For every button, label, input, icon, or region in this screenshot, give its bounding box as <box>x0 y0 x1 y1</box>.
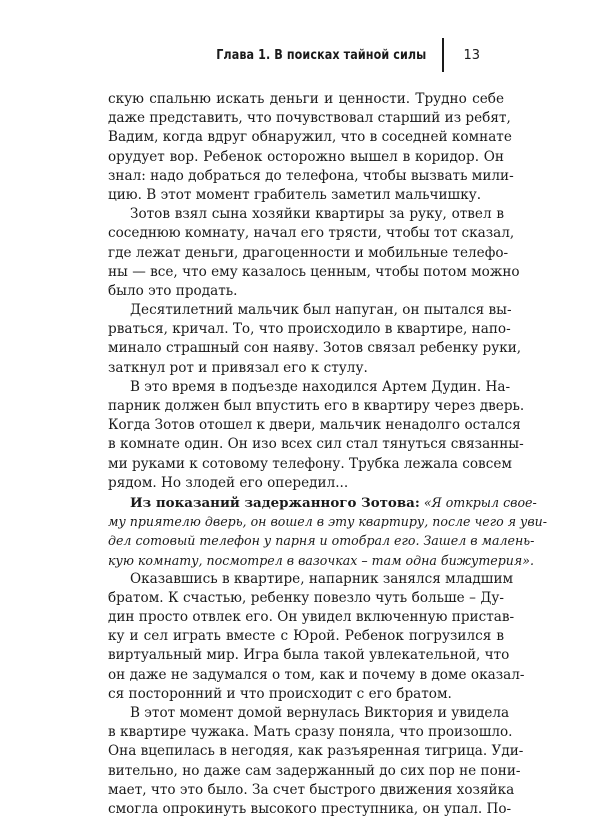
testimony-quote: «Я открыл свое- <box>423 494 537 510</box>
text-line: скую спальню искать деньги и ценности. Трудно себе <box>108 91 504 107</box>
text-line: В это время в подъезде находился Артем Дудин. На- <box>130 378 511 395</box>
page-number: 13 <box>463 48 480 63</box>
text-line: Десятилетний мальчик был напуган, он пытался вы- <box>130 302 512 319</box>
text-line: в квартире чужака. Мать сразу поняла, что произошло. <box>108 724 513 741</box>
testimony-block <box>108 493 548 570</box>
chapter-title: Глава 1. В поисках тайной силы <box>215 48 426 63</box>
text-line: минало страшный сон наяву. Зотов связал ребенку руки, <box>108 340 522 357</box>
text-line: в комнате один. Он изо всех сил стал тянуться связанны- <box>108 436 524 453</box>
text-line: где лежат деньги, драгоценности и мобильные телефо- <box>108 244 509 261</box>
text-line: дин просто отвлек его. Он увидел включенную пристав- <box>108 609 515 626</box>
text-line: цию. В этот момент грабитель заметил мальчишку. <box>108 186 482 203</box>
text-line: виртуальный мир. Игра была такой увлекательной, что <box>108 647 510 664</box>
text-line: Вадим, когда вдруг обнаружил, что в соседней комнате <box>108 129 512 146</box>
text-line: му приятелю дверь, он вошел в эту квартиру, после чего я уви- <box>108 514 548 530</box>
text-line: ся посторонний и что происходит с его братом. <box>108 685 452 702</box>
text-line: братом. К счастью, ребенку повезло чуть больше – Ду- <box>108 589 504 606</box>
text-line: Зотов взял сына хозяйки квартиры за руку, отвел в <box>130 206 504 223</box>
text-line: дел сотовый телефон у парня и отобрал его. Зашел в малень- <box>108 533 535 549</box>
text-line: ку и сел играть вместе с Юрой. Ребенок погрузился в <box>108 628 504 645</box>
text-line: В этот момент домой вернулась Виктория и увидела <box>130 705 510 721</box>
text-line: вительно, но даже сам задержанный до сих пор не пони- <box>108 762 521 779</box>
paragraph <box>108 205 520 301</box>
text-line: мает, что это было. За счет быстрого движения хозяйка <box>108 781 515 798</box>
paragraph <box>108 704 524 819</box>
paragraph <box>108 301 522 378</box>
body-text <box>108 90 548 819</box>
header-divider <box>442 38 444 72</box>
text-line: парник должен был впустить его в квартиру через дверь. <box>108 398 525 414</box>
text-line: Когда Зотов отошел к двери, мальчик ненадолго остался <box>108 417 521 434</box>
text-line: рваться, кричал. То, что происходило в квартире, напо- <box>108 321 511 338</box>
text-line: ны — все, что ему казалось ценным, чтобы потом можно <box>108 263 520 280</box>
text-line: даже представить, что почувствовал старший из ребят, <box>108 110 511 127</box>
text-line: было это продать. <box>108 282 238 299</box>
text-line: кую комнату, посмотрел в вазочках – там одна бижутерия». <box>108 552 534 568</box>
paragraph <box>108 570 525 704</box>
text-line: Оказавшись в квартире, напарник занялся младшим <box>130 570 514 587</box>
text-line: знал: надо добраться до телефона, чтобы вызвать мили- <box>108 167 514 184</box>
running-header <box>92 36 508 74</box>
text-line: заткнул рот и привязал его к стулу. <box>108 359 368 376</box>
text-line: орудует вор. Ребенок осторожно вышел в коридор. Он <box>108 148 504 165</box>
text-line: смогла опрокинуть высокого преступника, он упал. По- <box>108 800 512 817</box>
text-line: ми руками к сотовому телефону. Трубка лежала совсем <box>108 455 512 472</box>
text-line <box>108 493 537 512</box>
text-line: он даже не задумался о том, как и почему в доме оказал- <box>108 666 525 683</box>
testimony-lead: Из показаний задержанного Зотова: <box>130 494 420 511</box>
text-line: соседнюю комнату, начал его трясти, чтобы тот сказал, <box>108 225 515 242</box>
paragraph <box>108 378 525 493</box>
text-line: рядом. Но злодей его опередил... <box>108 474 349 491</box>
text-line: Она вцепилась в негодяя, как разъяренная тигрица. Уди- <box>108 743 524 760</box>
paragraph <box>108 90 514 205</box>
